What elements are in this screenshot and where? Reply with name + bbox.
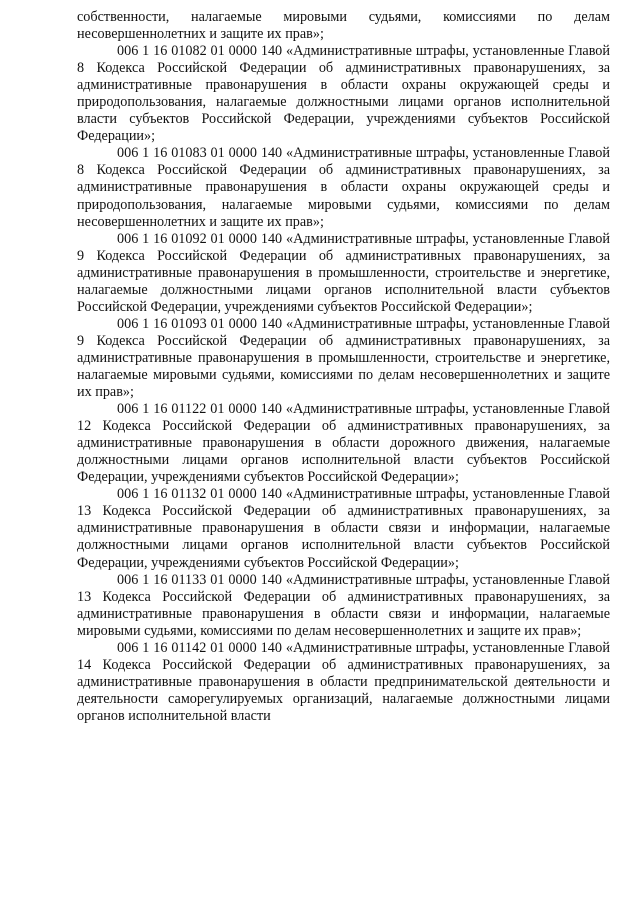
paragraph-kbk-01082: 006 1 16 01082 01 0000 140 «Административные штрафы, установленные Главой 8 Кодекса Российской Федерации об административных правонарушениях, за административные правонарушения в области охраны окружающей среды и природопользования, налагаемые должностными лицами органов исполнительной власти субъектов Российской Федерации, учреждениями субъектов Российской Федерации»; (77, 43, 610, 145)
paragraph-kbk-01122: 006 1 16 01122 01 0000 140 «Административные штрафы, установленные Главой 12 Кодекса Российской Федерации об административных правонарушениях, за административные правонарушения в области дорожного движения, налагаемые должностными лицами органов исполнительной власти субъектов Российской Федерации, учреждениями субъектов Российской Федерации»; (77, 401, 610, 486)
paragraph-kbk-01132: 006 1 16 01132 01 0000 140 «Административные штрафы, установленные Главой 13 Кодекса Российской Федерации об административных правонарушениях, за административные правонарушения в области связи и информации, налагаемые должностными лицами органов исполнительной власти субъектов Российской Федерации, учреждениями субъектов Российской Федерации»; (77, 486, 610, 571)
document-page (77, 9, 610, 725)
paragraph-kbk-01133: 006 1 16 01133 01 0000 140 «Административные штрафы, установленные Главой 13 Кодекса Российской Федерации об административных правонарушениях, за административные правонарушения в области связи и информации, налагаемые мировыми судьями, комиссиями по делам несовершеннолетних и защите их прав»; (77, 571, 610, 639)
paragraph-kbk-01142: 006 1 16 01142 01 0000 140 «Административные штрафы, установленные Главой 14 Кодекса Российской Федерации об административных правонарушениях, за административные правонарушения в области предпринимательской деятельности и деятельности саморегулируемых организаций, налагаемые должностными лицами органов исполнительной власти (77, 639, 610, 724)
paragraph-kbk-01092: 006 1 16 01092 01 0000 140 «Административные штрафы, установленные Главой 9 Кодекса Российской Федерации об административных правонарушениях, за административные правонарушения в промышленности, строительстве и энергетике, налагаемые должностными лицами органов исполнительной власти субъектов Российской Федерации, учреждениями субъектов Российской Федерации»; (77, 230, 610, 315)
paragraph-kbk-01093: 006 1 16 01093 01 0000 140 «Административные штрафы, установленные Главой 9 Кодекса Российской Федерации об административных правонарушениях, за административные правонарушения в промышленности, строительстве и энергетике, налагаемые мировыми судьями, комиссиями по делам несовершеннолетних и защите их прав»; (77, 315, 610, 401)
paragraph-continuation: собственности, налагаемые мировыми судьями, комиссиями по делам несовершеннолетних и защите их прав»; (77, 9, 610, 43)
paragraph-kbk-01083: 006 1 16 01083 01 0000 140 «Административные штрафы, установленные Главой 8 Кодекса Российской Федерации об административных правонарушениях, за административные правонарушения в области охраны окружающей среды и природопользования, налагаемые мировыми судьями, комиссиями по делам несовершеннолетних и защите их прав»; (77, 145, 610, 230)
